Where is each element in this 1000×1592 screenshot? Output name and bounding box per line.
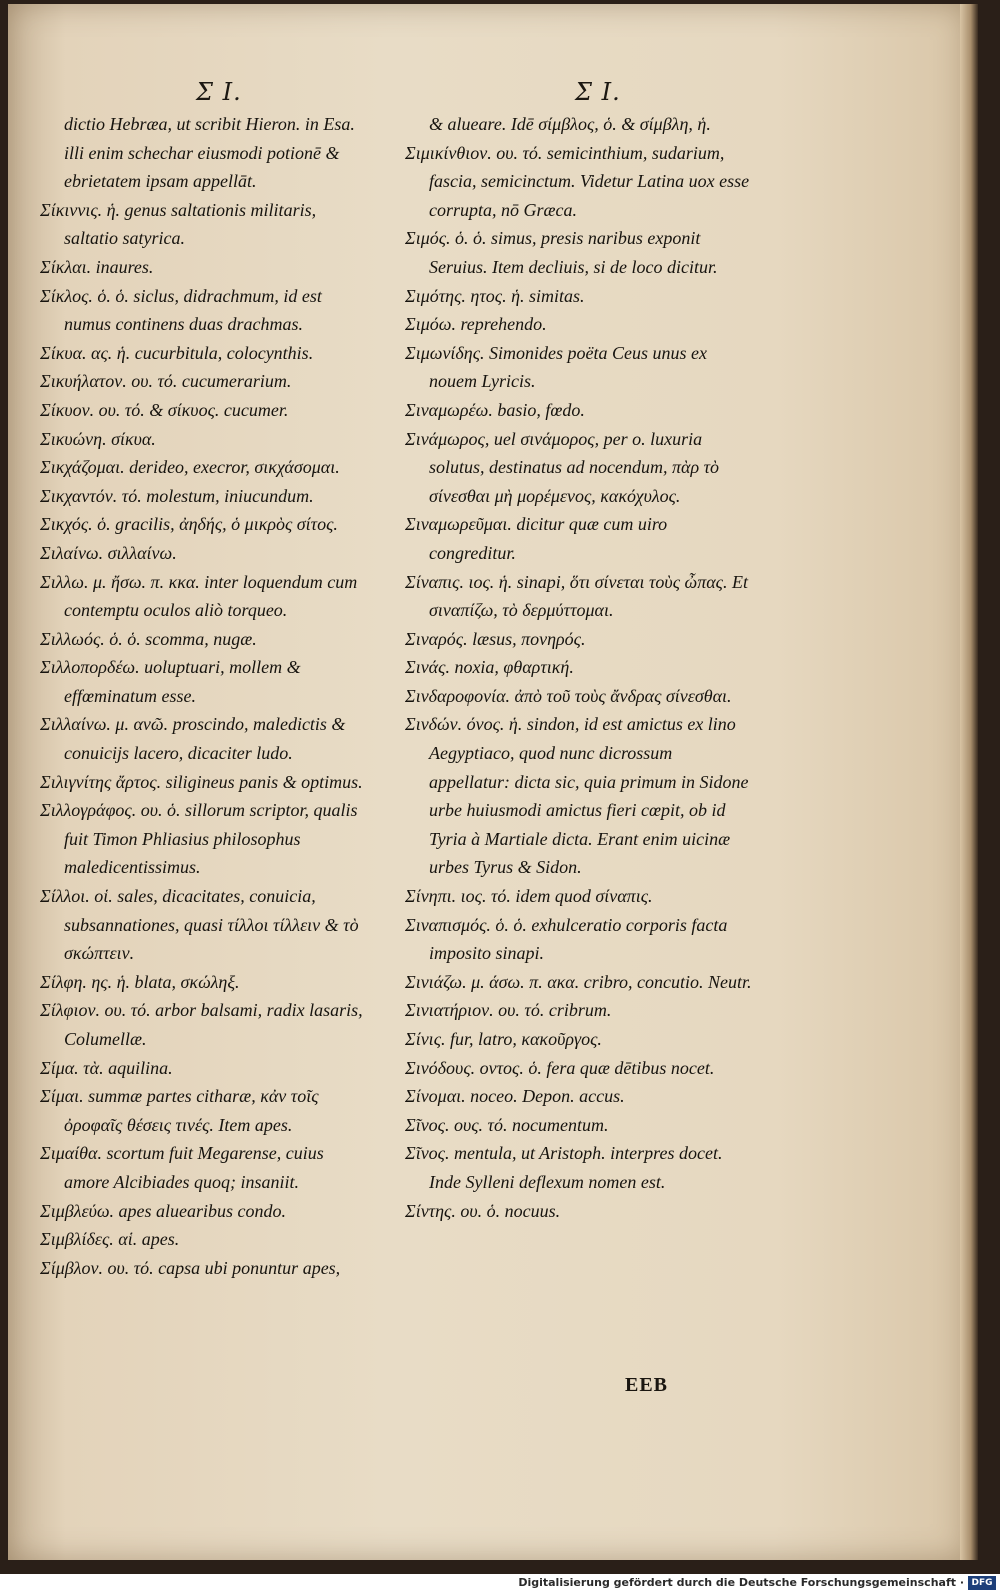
- dictionary-entry: Σῖνος. ους. τό. nocumentum.: [405, 1114, 609, 1135]
- running-header-left: Σ I.: [196, 78, 242, 106]
- dictionary-entry: Σιλλογράφος. ου. ὁ. sillorum scriptor, qualis fuit Timon Phliasius philosophus maledicentissimus.: [40, 800, 358, 878]
- dictionary-entry: Σιμότης. ητος. ἡ. simitas.: [405, 285, 585, 306]
- right-column: [405, 110, 757, 1225]
- dictionary-entry: Σίμα. τὰ. aquilina.: [40, 1057, 173, 1078]
- dictionary-entry: Σινδών. όνος. ἡ. sindon, id est amictus ex lino Aegyptiaco, quod nunc dicrossum appellatur: dicta sic, quia primum in Sidone urbe huiusmodi amictus fieri cœpit, ob id Tyria à Martiale dicta. Erant enim uicinæ urbes Tyrus & Sidon.: [405, 714, 749, 878]
- dictionary-entry: Σιμός. ὁ. ὁ. simus, presis naribus exponit Seruius. Item decliuis, si de loco dicitur.: [405, 228, 718, 277]
- dictionary-entry: Σιμόω. reprehendo.: [405, 314, 547, 335]
- dictionary-entry: Σινιατήριον. ου. τό. cribrum.: [405, 1000, 612, 1021]
- dictionary-entry: Σίμαι. summæ partes citharæ, κἀν τοῖς ὀροφαῖς θέσεις τινές. Item apes.: [40, 1086, 319, 1135]
- dictionary-entry: Σιναπισμός. ὁ. ὁ. exhulceratio corporis facta imposito sinapi.: [405, 914, 728, 964]
- page-edge: [960, 4, 978, 1560]
- left-column: [40, 110, 370, 1282]
- dictionary-entry: Σίκλαι. inaures.: [40, 256, 154, 277]
- dictionary-entry: Σῖνος. mentula, ut Aristoph. interpres docet. Inde Sylleni deflexum nomen est.: [405, 1143, 723, 1192]
- dictionary-entry: & alueare. Idē σίμβλος, ὁ. & σίμβλη, ἡ.: [429, 114, 711, 134]
- dictionary-entry: Σικχός. ὁ. gracilis, ἀηδής, ὁ μικρὸς σίτος.: [40, 514, 338, 535]
- dictionary-entry: Σιλλοπορδέω. uoluptuari, mollem & effœminatum esse.: [40, 657, 301, 706]
- dictionary-entry: Σιναμωρέω. basio, fœdo.: [405, 399, 585, 420]
- dictionary-entry: Σιλαίνω. σιλλαίνω.: [40, 542, 177, 563]
- running-header-right: Σ I.: [575, 78, 621, 106]
- dictionary-entry: Σίκλος. ὁ. ὁ. siclus, didrachmum, id est numus continens duas drachmas.: [40, 285, 322, 335]
- dictionary-entry: Σιλλαίνω. μ. ανῶ. proscindo, maledictis & conuicijs lacero, dicaciter ludo.: [40, 714, 346, 764]
- dictionary-entry: Σικχαντόν. τό. molestum, iniucundum.: [40, 485, 314, 506]
- dictionary-entry: Σίλφη. ης. ἡ. blata, σκώληξ.: [40, 971, 240, 992]
- dfg-logo: DFG: [968, 1576, 996, 1590]
- dictionary-entry: Σίμβλον. ου. τό. capsa ubi ponuntur apes,: [40, 1257, 341, 1278]
- signature-mark: EEB: [625, 1374, 669, 1396]
- footer-credit: Digitalisierung gefördert durch die Deutsche Forschungsgemeinschaft ·: [518, 1576, 964, 1589]
- dictionary-entry: Σίλφιον. ου. τό. arbor balsami, radix lasaris, Columellæ.: [40, 1000, 363, 1049]
- dictionary-entry: Σικχάζομαι. derideo, execror, σικχάσομαι.: [40, 457, 340, 478]
- dictionary-entry: Σιμβλίδες. αἱ. apes.: [40, 1229, 180, 1250]
- dictionary-entry: Σιμωνίδης. Simonides poëta Ceus unus ex nouem Lyricis.: [405, 342, 708, 392]
- dictionary-entry: Σιναρός. læsus, πονηρός.: [405, 628, 586, 649]
- dictionary-entry: Σιμικίνθιον. ου. τό. semicinthium, sudarium, fascia, semicinctum. Videtur Latina uox esse corrupta, nō Græca.: [405, 142, 750, 220]
- dictionary-entry: Σίλλοι. οἱ. sales, dicacitates, conuicia, subsannationes, quasi τίλλοι τίλλειν & τὸ σκώπτειν.: [40, 886, 359, 964]
- dictionary-entry: Σίκυα. ας. ἡ. cucurbitula, colocynthis.: [40, 342, 314, 363]
- dictionary-entry: Σίκιννις. ἡ. genus saltationis militaris, saltatio satyrica.: [40, 199, 317, 249]
- dictionary-entry: Σικυώνη. σίκυα.: [40, 428, 156, 449]
- dictionary-entry: Σιμβλεύω. apes aluearibus condo.: [40, 1200, 287, 1221]
- dictionary-entry: Σίντης. ου. ὁ. nocuus.: [405, 1200, 561, 1221]
- dictionary-entry: Σινόδους. οντος. ὁ. fera quæ dētibus nocet.: [405, 1057, 715, 1078]
- dictionary-entry: Σινδαροφονία. ἀπὸ τοῦ τοὺς ἄνδρας σίνεσθαι.: [405, 685, 732, 706]
- dictionary-entry: Σινάμωρος, uel σινάμορος, per ο. luxuria solutus, destinatus ad nocendum, πὰρ τὸ σίνεσθαι μὴ μορέμενος, κακόχυλος.: [405, 428, 720, 506]
- dictionary-entry: dictio Hebræa, ut scribit Hieron. in Esa. illi enim schechar eiusmodi potionē & ebrietatem ipsam appellāt.: [64, 114, 355, 192]
- dictionary-entry: Σιλλωός. ὁ. ὁ. scomma, nugæ.: [40, 628, 257, 649]
- dictionary-entry: Σίνις. fur, latro, κακοῦργος.: [405, 1029, 602, 1049]
- dictionary-entry: Σίνομαι. noceo. Depon. accus.: [405, 1086, 625, 1107]
- dictionary-entry: Σίκυον. ου. τό. & σίκυος. cucumer.: [40, 399, 289, 420]
- dictionary-entry: Σιλλω. μ. ἤσω. π. κκα. inter loquendum cum contemptu oculos aliò torqueo.: [40, 571, 358, 621]
- dictionary-entry: Σίναπις. ιος. ἡ. sinapi, ὅτι σίνεται τοὺς ὦπας. Et σιναπίζω, τὸ δερμύττομαι.: [405, 571, 748, 621]
- dictionary-entry: Σίνηπι. ιος. τό. idem quod σίναπις.: [405, 886, 653, 907]
- dictionary-entry: Σινάς. noxia, φθαρτική.: [405, 657, 574, 678]
- dictionary-entry: Σικυήλατον. ου. τό. cucumerarium.: [40, 371, 292, 392]
- dictionary-entry: Σιναμωρεῦμαι. dicitur quæ cum uiro congreditur.: [405, 514, 668, 563]
- dictionary-entry: Σιμαίθα. scortum fuit Megarense, cuius amore Alcibiades quoq; insaniit.: [40, 1143, 324, 1192]
- dictionary-entry: Σινιάζω. μ. άσω. π. ακα. cribro, concutio. Neutr.: [405, 971, 752, 992]
- footer-bar: [0, 1574, 1000, 1592]
- dictionary-entry: Σιλιγνίτης ἄρτος. siligineus panis & optimus.: [40, 771, 363, 792]
